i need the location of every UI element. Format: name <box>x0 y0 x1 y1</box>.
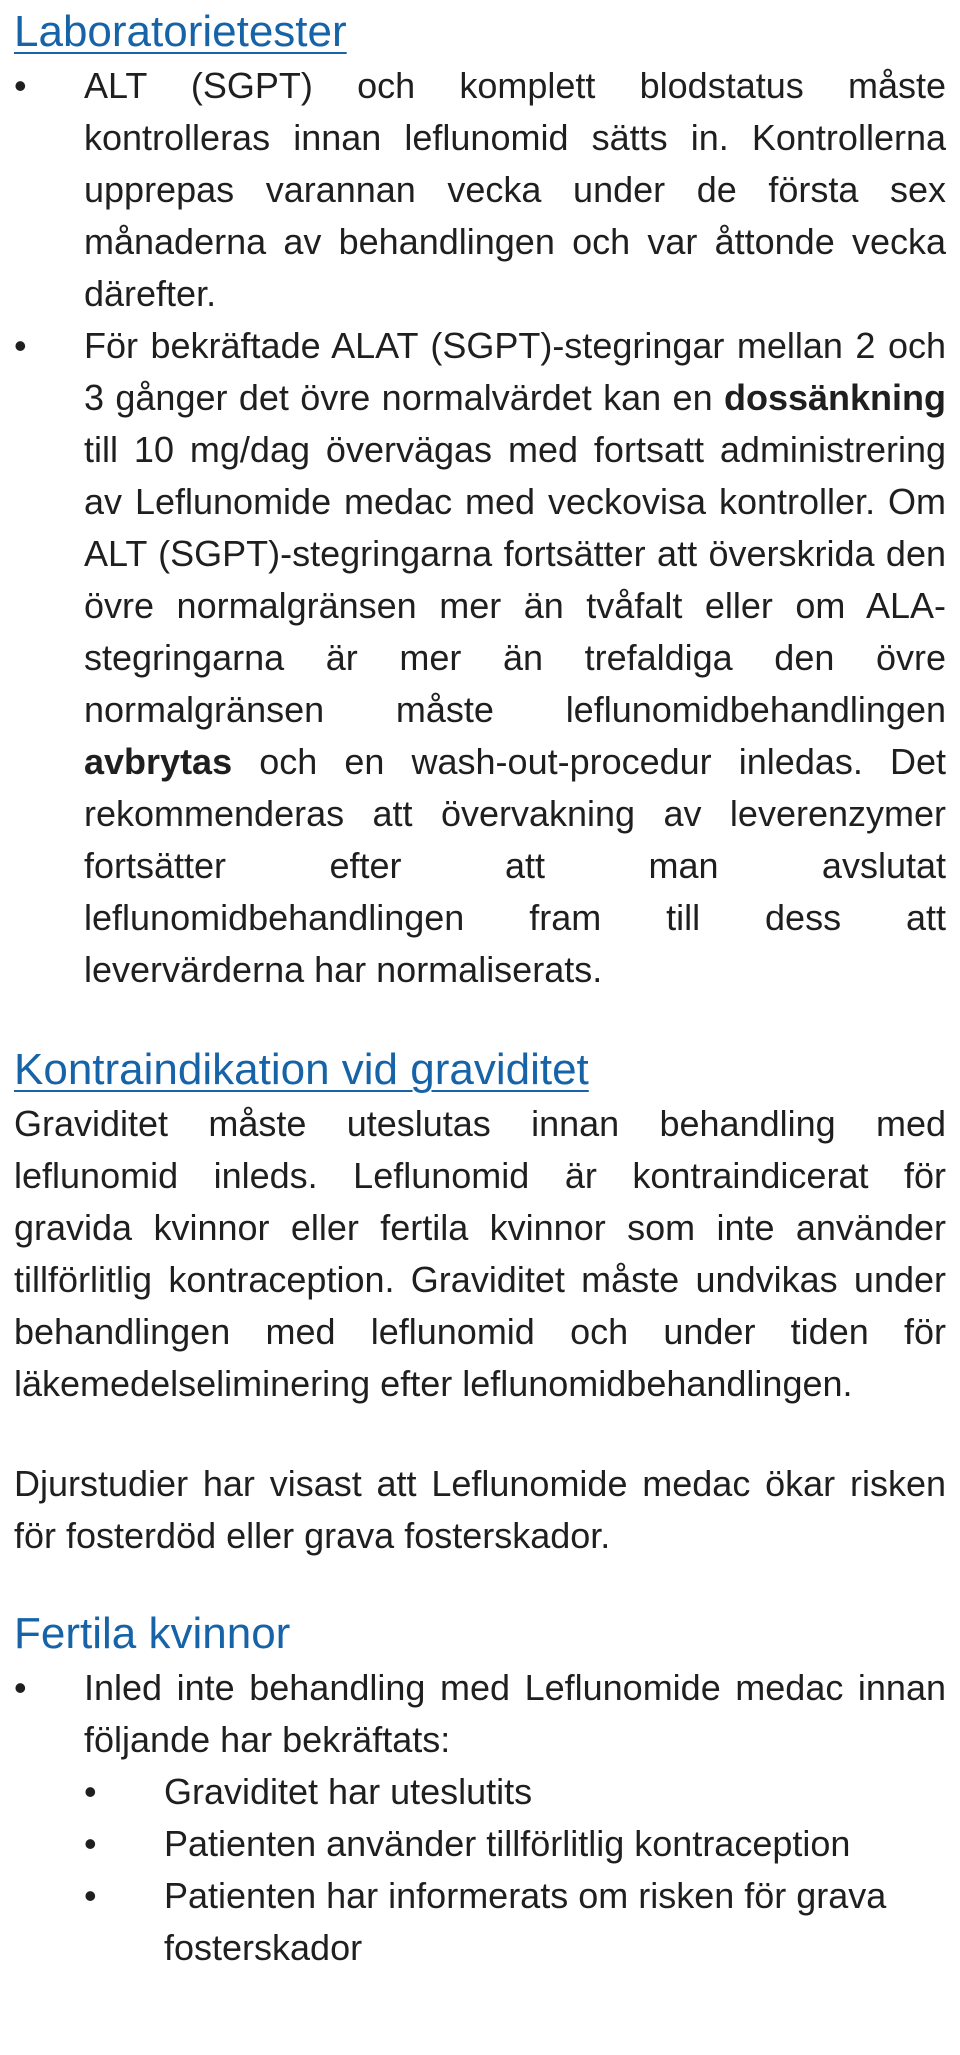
sub-item-text: Patienten använder tillförlitlig kontraception <box>164 1823 851 1864</box>
lab-bullet-text <box>84 320 946 996</box>
fertile-bullet-text: Inled inte behandling med Leflunomide medac innan följande har bekräftats: <box>84 1667 946 1760</box>
list-item <box>14 60 946 320</box>
bullet-icon: • <box>14 325 27 366</box>
section-heading-kontraindikation: Kontraindikation vid graviditet <box>14 1045 589 1094</box>
pregnancy-paragraph: Graviditet måste uteslutas innan behandling med leflunomid inleds. Leflunomid är kontraindicerat för gravida kvinnor eller fertila kvinnor som inte använder tillförlitlig kontraception. Graviditet måste undvikas under behandlingen med leflunomid och under tiden för läkemedelseliminering efter leflunomidbehandlingen. <box>14 1103 946 1404</box>
bullet-icon: • <box>14 1667 27 1708</box>
fertile-bullet-list <box>14 1662 946 1766</box>
spacer <box>14 1562 946 1606</box>
bullet-icon: • <box>14 65 27 106</box>
lab-bullet-list <box>14 60 946 996</box>
bullet-icon: • <box>84 1875 97 1916</box>
animal-studies-paragraph: Djurstudier har visast att Leflunomide medac ökar risken för fosterdöd eller grava fosterskador. <box>14 1463 946 1556</box>
lab-bullet-text: ALT (SGPT) och komplett blodstatus måste kontrolleras innan leflunomid sätts in. Kontrollerna upprepas varannan vecka under de första sex månaderna av behandlingen och var åttonde vecka därefter. <box>84 65 946 314</box>
sub-item-text: Patienten har informerats om risken för grava fosterskador <box>164 1875 887 1968</box>
text-run: och en wash-out-procedur inledas. Det rekommenderas att övervakning av leverenzymer fortsätter efter att man avslutat leflunomidbehandlingen fram till dess att levervärderna har normaliserats. <box>84 741 946 990</box>
bullet-icon: • <box>84 1771 97 1812</box>
section-heading-laboratorietester: Laboratorietester <box>14 7 347 56</box>
text-run: För bekräftade ALAT (SGPT)-stegringar mellan 2 och 3 gånger det övre normalvärdet kan en <box>84 325 946 418</box>
bold-text-dossankning: dossänkning <box>723 377 946 418</box>
list-item <box>14 320 946 996</box>
list-item <box>84 1766 946 1818</box>
sub-item-text: Graviditet har uteslutits <box>164 1771 533 1812</box>
text-run: till 10 mg/dag övervägas med fortsatt administrering av Leflunomide medac med veckovisa kontroller. Om ALT (SGPT)-stegringarna fortsätter att överskrida den övre normalgränsen mer än tvåfalt eller om ALA-stegringarna är mer än trefaldiga den övre normalgränsen måste leflunomidbehandlingen <box>84 429 946 730</box>
list-item <box>84 1870 946 1974</box>
bold-text-avbrytas: avbrytas <box>84 741 233 782</box>
fertile-sub-list <box>14 1766 946 1974</box>
list-item <box>84 1818 946 1870</box>
spacer <box>14 1410 946 1458</box>
spacer <box>14 996 946 1042</box>
list-item <box>14 1662 946 1766</box>
section-heading-fertila-kvinnor: Fertila kvinnor <box>14 1609 291 1658</box>
bullet-icon: • <box>84 1823 97 1864</box>
